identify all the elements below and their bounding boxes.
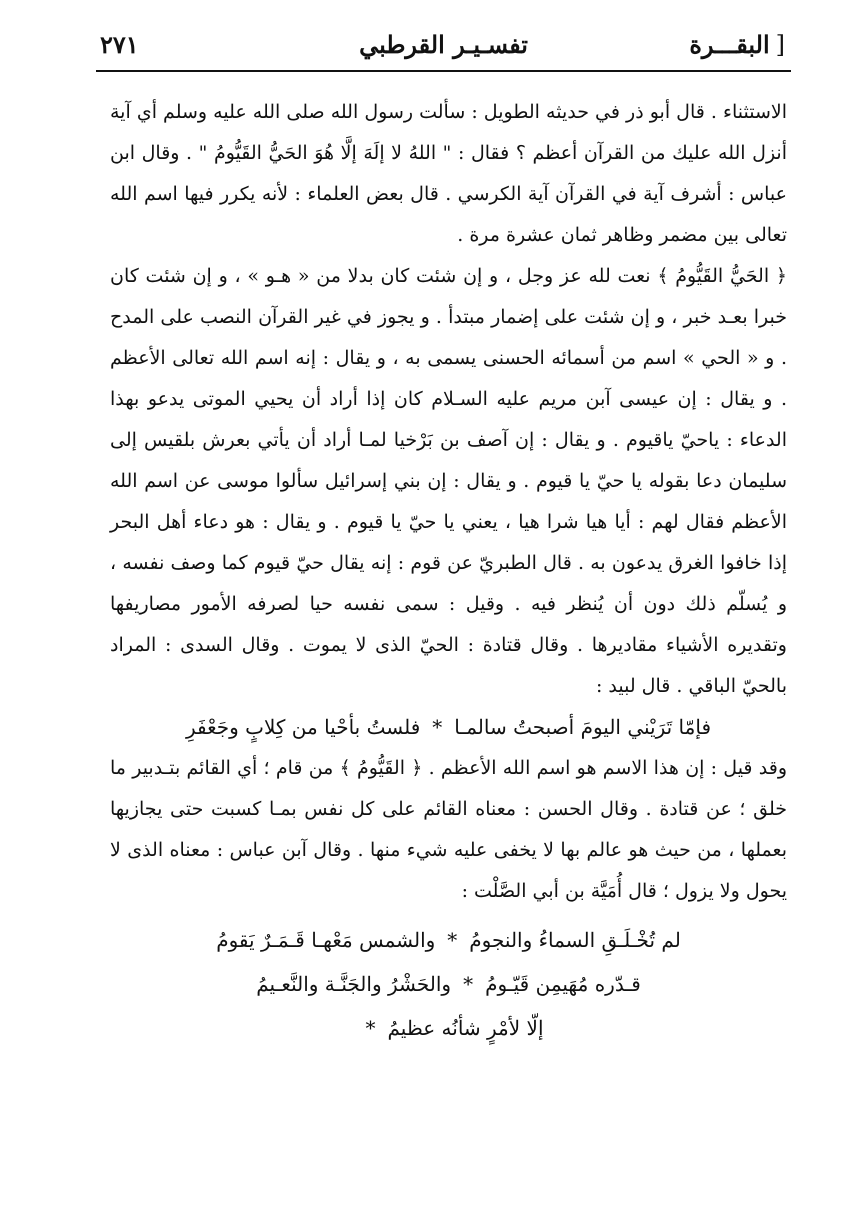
surah-label: البقـــرة [689, 30, 770, 59]
poem-line-3-text: إلّا لأمْرٍ شأنُه عظيمُ [387, 1016, 544, 1040]
paragraph-1: الاستثناء . قال أبو ذر في حديثه الطويل : سألت رسول الله صلى الله عليه وسلم أي آية أنزل الله عليك من القرآن أعظم ؟ فقال : " اللهُ لا إلَهَ إلَّا هُوَ الحَيُّ القَيُّومُ " . وقال ابن عباس : أشرف آية في القرآن آية الكرسي . قال بعض العلماء : لأنه يكرر فيها اسم الله تعالى بين مضمر وظاهر ثمان عشرة مرة . [110, 101, 787, 246]
verse-labid [110, 707, 787, 748]
page-header [96, 22, 791, 72]
poem-line-1-first-half: لم تُخْـلَـقِ السماءُ والنجومُ [469, 928, 681, 952]
verse-labid-first-half: فإمّا تَرَيْني اليومَ أصبحتُ سالمـا [454, 715, 712, 739]
poem-line-3 [110, 1006, 787, 1050]
poem-line-1 [110, 918, 787, 962]
verse-separator-star: * [447, 928, 458, 952]
paragraph-2: ﴿ الحَيُّ القَيُّومُ ﴾ نعت لله عز وجل ، و إن شئت كان بدلا من « هـو » ، و إن شئت كان خبرا بعـد خبر ، و إن شئت على إضمار مبتدأ . و يجوز في غير القرآن النصب على المدح . و « الحي » اسم من أسمائه الحسنى يسمى به ، و يقال : إنه اسم الله تعالى الأعظم . و يقال : إن عيسى آبن مريم عليه السـلام كان إذا أراد أن يحيي الموتى يدعو بهذا الدعاء : ياحيّ ياقيوم . و يقال : إن آصف بن بَرْخيا لمـا أراد أن يأتي بعرش بلقيس إلى سليمان دعا بقوله يا حيّ يا قيوم . و يقال : إن بني إسرائيل سألوا موسى عن اسم الله الأعظم فقال لهم : أيا هيا شرا هيا ، يعني يا حيّ يا قيوم . و يقال : هو دعاء أهل البحر إذا خافوا الغرق يدعون به . قال الطبريّ عن قوم : إنه يقال حيّ قيوم كما وصف نفسه ، و يُسلّم ذلك دون أن يُنظر فيه . وقيل : سمى نفسه حيا لصرفه الأمور مصاريفها وتقديره الأشياء مقاديرها . وقال قتادة : الحيّ الذى لا يموت . وقال السدى : المراد بالحيّ الباقي . قال لبيد : [110, 265, 788, 697]
poem-line-2 [110, 962, 787, 1006]
verse-separator-star: * [365, 1016, 376, 1040]
verse-labid-second-half: فلستُ بأحْيا من كِلابٍ وجَعْفَرِ [185, 715, 421, 739]
poem-line-1-second-half: والشمس مَعْهـا قَـمَـرٌ يَقومُ [216, 928, 436, 952]
poem-umayya [110, 918, 787, 1050]
page-number: ٢٧١ [100, 30, 139, 59]
page-body [110, 92, 787, 1050]
poem-line-2-second-half: والحَشْرُ والجَنَّـة والنَّعـيمُ [256, 972, 452, 996]
poem-line-2-first-half: قـدّره مُهَيمِن قَيّـومُ [485, 972, 641, 996]
verse-separator-star: * [432, 715, 443, 739]
verse-separator-star: * [463, 972, 474, 996]
header-bracket: ] [775, 31, 785, 59]
paragraph-3: وقد قيل : إن هذا الاسم هو اسم الله الأعظم . ﴿ القَيُّومُ ﴾ من قام ؛ أي القائم بتـدبير ما خلق ؛ عن قتادة . وقال الحسن : معناه القائم على كل نفس بمـا كسبت حتى يجازيها بعملها ، من حيث هو عالم بها لا يخفى عليه شيء منها . وقال آبن عباس : معناه الذى لا يحول ولا يزول ؛ قال أُمَيَّة بن أبي الصَّلْت : [110, 757, 788, 902]
book-title: تفسـيـر القرطبي [359, 30, 528, 59]
